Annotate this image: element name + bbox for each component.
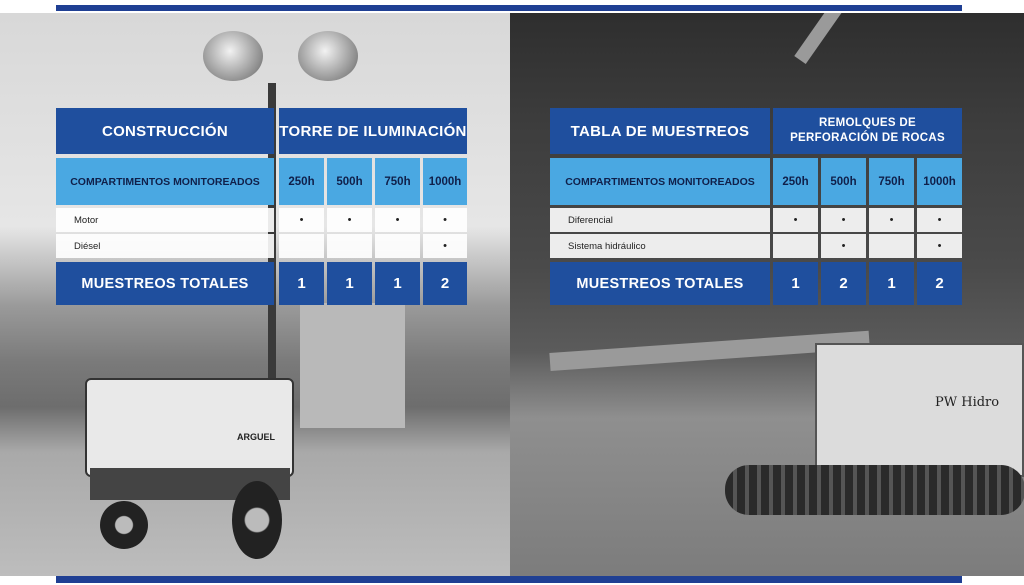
row-mark <box>375 234 420 258</box>
total-value: 2 <box>821 262 866 305</box>
drill-boom <box>794 13 926 64</box>
hours-header: 500h <box>821 158 866 205</box>
wheel <box>100 501 148 549</box>
total-value: 2 <box>423 262 467 305</box>
row-mark: • <box>917 234 962 258</box>
compartments-header: COMPARTIMENTOS MONITOREADOS <box>550 158 770 205</box>
row-mark: • <box>423 234 467 258</box>
rig-brand: PW Hidro <box>935 395 1000 410</box>
row-mark: • <box>327 208 372 232</box>
top-accent-bar <box>56 5 962 11</box>
row-mark: • <box>423 208 467 232</box>
total-value: 2 <box>917 262 962 305</box>
generator-brand: ARGUEL <box>237 432 275 442</box>
row-mark <box>869 234 914 258</box>
hours-header: 1000h <box>917 158 962 205</box>
row-mark: • <box>279 208 324 232</box>
hours-header: 500h <box>327 158 372 205</box>
equipment-title: REMOLQUES DE PERFORACIÓN DE ROCAS <box>773 108 962 154</box>
row-mark <box>327 234 372 258</box>
hours-header: 1000h <box>423 158 467 205</box>
crawler-track <box>725 465 1024 515</box>
row-mark: • <box>821 234 866 258</box>
row-mark: • <box>375 208 420 232</box>
row-mark: • <box>773 208 818 232</box>
bottom-accent-bar <box>56 576 962 583</box>
row-label: Diésel <box>56 234 274 258</box>
hours-header: 250h <box>279 158 324 205</box>
row-mark: • <box>917 208 962 232</box>
row-mark: • <box>869 208 914 232</box>
row-label: Sistema hidráulico <box>550 234 770 258</box>
row-label: Diferencial <box>550 208 770 232</box>
row-mark <box>773 234 818 258</box>
hours-header: 750h <box>375 158 420 205</box>
equipment-title: TORRE DE ILUMINACIÓN <box>279 108 467 154</box>
totals-label: MUESTREOS TOTALES <box>550 262 770 305</box>
floodlight <box>298 31 358 81</box>
wheel <box>232 481 282 559</box>
total-value: 1 <box>327 262 372 305</box>
total-value: 1 <box>869 262 914 305</box>
row-label: Motor <box>56 208 274 232</box>
hours-header: 250h <box>773 158 818 205</box>
section-title: TABLA DE MUESTREOS <box>550 108 770 154</box>
generator <box>85 378 294 477</box>
building <box>300 303 405 428</box>
section-title: CONSTRUCCIÓN <box>56 108 274 154</box>
rig-body <box>815 343 1024 477</box>
row-mark <box>279 234 324 258</box>
floodlight <box>203 31 263 81</box>
compartments-header: COMPARTIMENTOS MONITOREADOS <box>56 158 274 205</box>
total-value: 1 <box>773 262 818 305</box>
hours-header: 750h <box>869 158 914 205</box>
total-value: 1 <box>375 262 420 305</box>
total-value: 1 <box>279 262 324 305</box>
totals-label: MUESTREOS TOTALES <box>56 262 274 305</box>
row-mark: • <box>821 208 866 232</box>
